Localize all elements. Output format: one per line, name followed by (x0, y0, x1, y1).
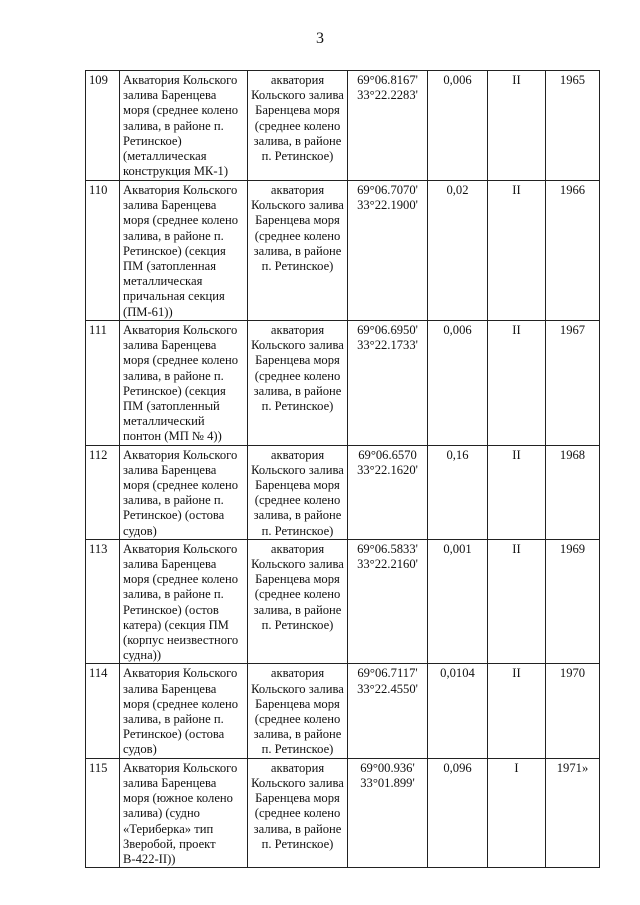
hazard-class: II (488, 321, 546, 446)
water-area: акватория Кольского залива Баренцева моря (среднее колено залива, в районе п. Ретинское) (248, 321, 348, 446)
table-row (86, 539, 600, 664)
row-number: 113 (86, 539, 120, 664)
hazard-class: I (488, 758, 546, 867)
row-number: 115 (86, 758, 120, 867)
object-name: Акватория Кольского залива Баренцева моря (среднее колено залива, в районе п. Ретинское) (секция ПМ (затопленная металлическая причальная секция (ПМ-61)) (120, 181, 248, 321)
coordinates: 69°06.6950' 33°22.1733' (348, 321, 428, 446)
hazard-class: II (488, 445, 546, 539)
water-area: акватория Кольского залива Баренцева моря (среднее колено залива, в районе п. Ретинское) (248, 71, 348, 181)
object-id: 1966 (546, 181, 600, 321)
table-row (86, 71, 600, 181)
row-number: 111 (86, 321, 120, 446)
object-name: Акватория Кольского залива Баренцева моря (среднее колено залива, в районе п. Ретинское) (металлическая конструкция МК-1) (120, 71, 248, 181)
object-size: 0,001 (428, 539, 488, 664)
row-number: 114 (86, 664, 120, 758)
hazard-class: II (488, 71, 546, 181)
object-name: Акватория Кольского залива Баренцева моря (южное колено залива) (судно «Териберка» тип Зверобой, проект В-422-II)) (120, 758, 248, 867)
object-name: Акватория Кольского залива Баренцева моря (среднее колено залива, в районе п. Ретинское) (остова судов) (120, 664, 248, 758)
coordinates: 69°06.6570 33°22.1620' (348, 445, 428, 539)
table-row (86, 181, 600, 321)
object-id: 1970 (546, 664, 600, 758)
object-id: 1971» (546, 758, 600, 867)
table-row (86, 664, 600, 758)
coordinates: 69°00.936' 33°01.899' (348, 758, 428, 867)
object-size: 0,096 (428, 758, 488, 867)
object-id: 1968 (546, 445, 600, 539)
water-area: акватория Кольского залива Баренцева моря (среднее колено залива, в районе п. Ретинское) (248, 664, 348, 758)
object-size: 0,16 (428, 445, 488, 539)
coordinates: 69°06.8167' 33°22.2283' (348, 71, 428, 181)
hazard-class: II (488, 181, 546, 321)
object-id: 1967 (546, 321, 600, 446)
registry-table (85, 70, 600, 868)
object-name: Акватория Кольского залива Баренцева моря (среднее колено залива, в районе п. Ретинское) (остова судов) (120, 445, 248, 539)
page-number: 3 (316, 30, 324, 47)
table-row (86, 445, 600, 539)
coordinates: 69°06.7070' 33°22.1900' (348, 181, 428, 321)
water-area: акватория Кольского залива Баренцева моря (среднее колено залива, в районе п. Ретинское) (248, 539, 348, 664)
object-name: Акватория Кольского залива Баренцева моря (среднее колено залива, в районе п. Ретинское) (секция ПМ (затопленный металлический понтон (МП № 4)) (120, 321, 248, 446)
object-size: 0,02 (428, 181, 488, 321)
object-size: 0,006 (428, 71, 488, 181)
object-size: 0,006 (428, 321, 488, 446)
water-area: акватория Кольского залива Баренцева моря (среднее колено залива, в районе п. Ретинское) (248, 181, 348, 321)
object-name: Акватория Кольского залива Баренцева моря (среднее колено залива, в районе п. Ретинское) (остов катера) (секция ПМ (корпус неизвестного судна)) (120, 539, 248, 664)
object-id: 1969 (546, 539, 600, 664)
coordinates: 69°06.7117' 33°22.4550' (348, 664, 428, 758)
object-size: 0,0104 (428, 664, 488, 758)
hazard-class: II (488, 539, 546, 664)
water-area: акватория Кольского залива Баренцева моря (среднее колено залива, в районе п. Ретинское) (248, 758, 348, 867)
water-area: акватория Кольского залива Баренцева моря (среднее колено залива, в районе п. Ретинское) (248, 445, 348, 539)
coordinates: 69°06.5833' 33°22.2160' (348, 539, 428, 664)
table-row (86, 758, 600, 867)
row-number: 109 (86, 71, 120, 181)
row-number: 110 (86, 181, 120, 321)
object-id: 1965 (546, 71, 600, 181)
row-number: 112 (86, 445, 120, 539)
table-row (86, 321, 600, 446)
hazard-class: II (488, 664, 546, 758)
